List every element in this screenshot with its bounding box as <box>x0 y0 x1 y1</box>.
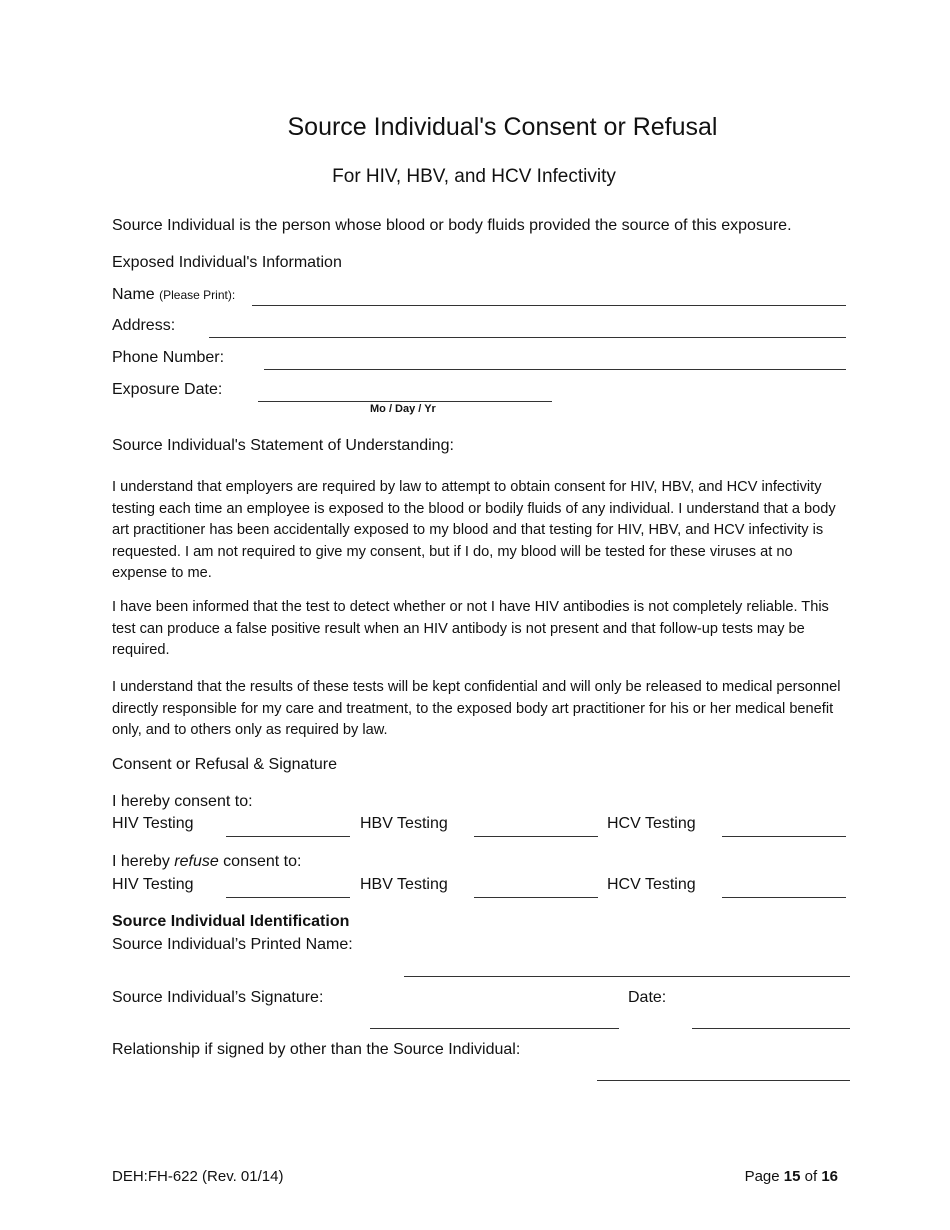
page-number <box>745 1168 838 1185</box>
consent-hbv-label: HBV Testing <box>360 815 448 832</box>
refuse-hiv-field[interactable] <box>226 897 350 898</box>
form-id: DEH:FH-622 (Rev. 01/14) <box>112 1168 284 1185</box>
statement-heading: Source Individual's Statement of Understanding: <box>112 437 454 454</box>
consent-hiv-field[interactable] <box>226 836 350 837</box>
refuse-suffix: consent to: <box>218 853 302 870</box>
relationship-label: Relationship if signed by other than the Source Individual: <box>112 1041 521 1058</box>
refuse-label <box>112 853 301 871</box>
refuse-hbv-label: HBV Testing <box>360 876 448 893</box>
name-label <box>112 286 235 304</box>
address-label: Address: <box>112 317 176 334</box>
consent-label: I hereby consent to: <box>112 793 253 810</box>
exposed-heading: Exposed Individual's Information <box>112 254 342 271</box>
name-hint: (Please Print): <box>159 288 236 302</box>
refuse-prefix: I hereby <box>112 853 175 870</box>
statement-paragraph-3: I understand that the results of these tests will be kept confidential and will only be released to medical personnel directly responsible for my care and treatment, to the exposed body art practitioner for his or her medical benefit only, and to others only as required by law. <box>112 679 841 738</box>
printed-name-field[interactable] <box>404 976 850 977</box>
signature-date-label: Date: <box>628 989 667 1006</box>
identification-heading: Source Individual Identification <box>112 913 350 930</box>
definition-text: Source Individual is the person whose blood or body fluids provided the source of this exposure. <box>112 217 792 234</box>
consent-hiv-label: HIV Testing <box>112 815 194 832</box>
page-current: 15 <box>783 1168 801 1185</box>
name-field[interactable] <box>252 305 846 306</box>
refuse-hbv-field[interactable] <box>474 897 598 898</box>
consent-hcv-label: HCV Testing <box>607 815 696 832</box>
phone-field[interactable] <box>264 369 846 370</box>
refuse-word: refuse <box>174 853 219 870</box>
refuse-hcv-label: HCV Testing <box>607 876 696 893</box>
page-total: 16 <box>821 1168 838 1185</box>
page-subtitle: For HIV, HBV, and HCV Infectivity <box>332 166 616 187</box>
consent-hbv-field[interactable] <box>474 836 598 837</box>
page-word: Page <box>744 1168 784 1185</box>
exposure-date-field[interactable] <box>258 401 552 402</box>
consent-hcv-field[interactable] <box>722 836 846 837</box>
statement-paragraph-2: I have been informed that the test to detect whether or not I have HIV antibodies is not completely reliable. This test can produce a false positive result when an HIV antibody is not present and that follow-up tests may be required. <box>112 599 829 658</box>
name-label-text: Name <box>112 286 155 303</box>
of-word: of <box>800 1168 822 1185</box>
consent-heading: Consent or Refusal & Signature <box>112 756 338 773</box>
address-field[interactable] <box>209 337 846 338</box>
phone-label: Phone Number: <box>112 349 225 366</box>
exposure-date-label: Exposure Date: <box>112 381 223 398</box>
signature-field[interactable] <box>370 1028 619 1029</box>
signature-label: Source Individual’s Signature: <box>112 989 324 1006</box>
refuse-hiv-label: HIV Testing <box>112 876 194 893</box>
signature-date-field[interactable] <box>692 1028 850 1029</box>
date-format-hint: Mo / Day / Yr <box>370 403 436 415</box>
statement-paragraph-1: I understand that employers are required by law to attempt to obtain consent for HIV, HBV, and HCV infectivity testing each time an employee is exposed to the blood or bodily fluids of any individual. I understand that a body art practitioner has been accidentally exposed to my blood and that testing for HIV, HBV, and HCV infectivity is requested. I am not required to give my consent, but if I do, my blood will be tested for these viruses at no expense to me. <box>112 479 836 581</box>
refuse-hcv-field[interactable] <box>722 897 846 898</box>
printed-name-label: Source Individual’s Printed Name: <box>112 936 353 953</box>
page-title: Source Individual's Consent or Refusal <box>287 113 718 141</box>
relationship-field[interactable] <box>597 1080 850 1081</box>
